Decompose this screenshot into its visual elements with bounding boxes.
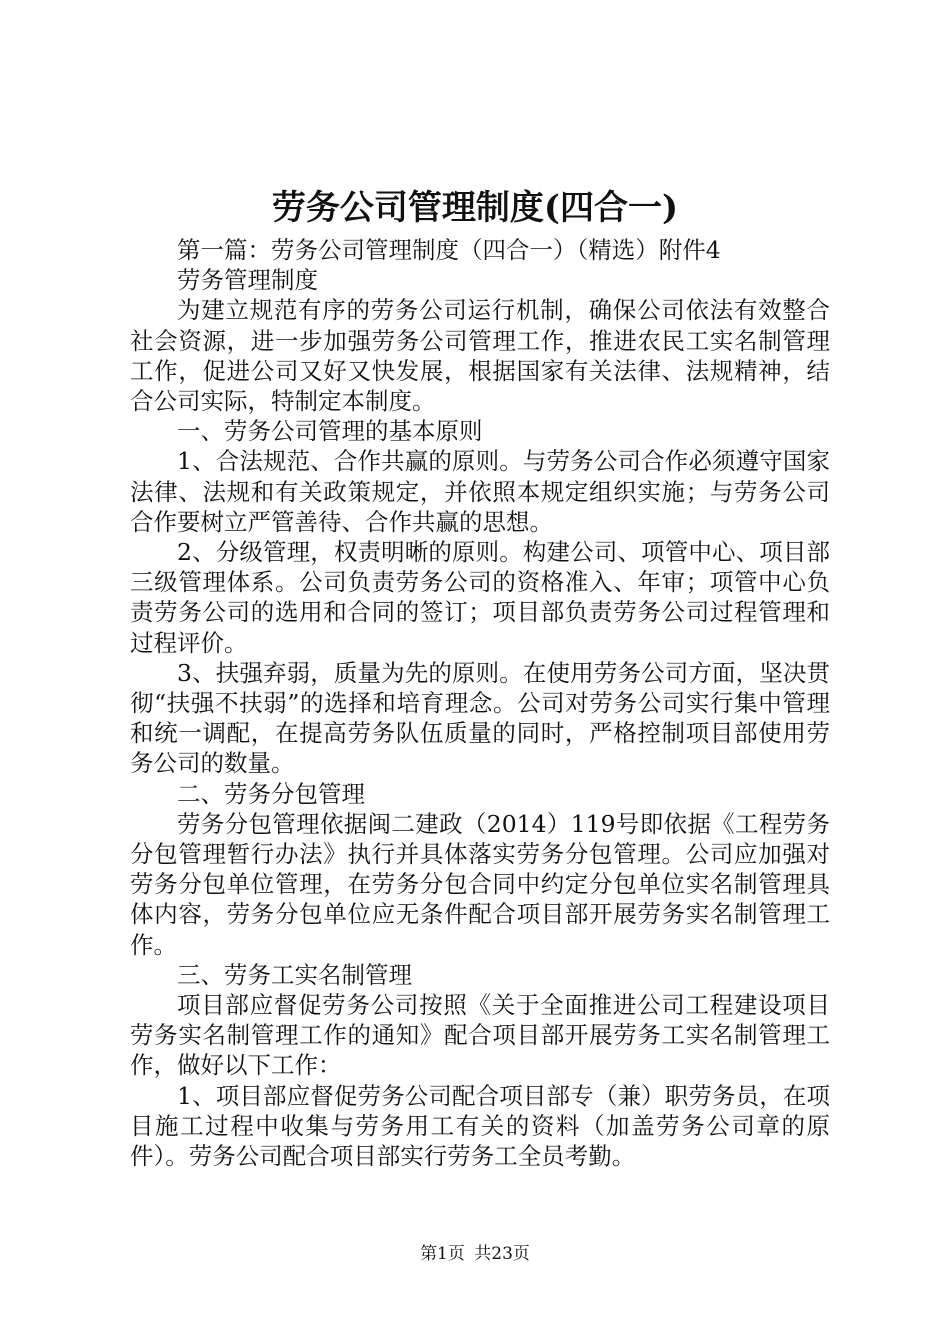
paragraph-heading-1: 一、劳务公司管理的基本原则 <box>177 417 483 446</box>
page-total: 共23页 <box>474 1244 530 1264</box>
paragraph-heading-3: 三、劳务工实名制管理 <box>177 960 412 989</box>
paragraph-realname: 项目部应督促劳务公司按照《关于全面推进公司工程建设项目劳务实名制管理工作的通知》配合项目部开展劳务工实名制管理工作，做好以下工作： <box>130 991 830 1080</box>
paragraph-realname-item-1: 1、项目部应督促劳务公司配合项目部专（兼）职劳务员，在项目施工过程中收集与劳务用工有关的资料（加盖劳务公司章的原件）。劳务公司配合项目部实行劳务工全员考勤。 <box>130 1081 830 1171</box>
paragraph-principle-3: 3、扶强弃弱，质量为先的原则。在使用劳务公司方面，坚决贯彻“扶强不扶弱”的选择和培育理念。公司对劳务公司实行集中管理和统一调配，在提高劳务队伍质量的同时，严格控制项目部使用劳务公司的数量。 <box>130 658 830 778</box>
paragraph-subtitle: 劳务管理制度 <box>177 266 318 295</box>
document-title: 劳务公司管理制度(四合一) <box>271 188 679 228</box>
page-number: 第1页 <box>420 1244 465 1264</box>
paragraph-principle-2: 2、分级管理，权责明晰的原则。构建公司、项管中心、项目部三级管理体系。公司负责劳务公司的资格准入、年审；项管中心负责劳务公司的选用和合同的签订；项目部负责劳务公司过程管理和过程评价。 <box>130 538 830 657</box>
paragraph-section-heading: 第一篇：劳务公司管理制度（四合一）（精选）附件4 <box>177 236 721 264</box>
paragraph-subcontract: 劳务分包管理依据闽二建政（2014）119号即依据《工程劳务分包管理暂行办法》执行并具体落实劳务分包管理。公司应加强对劳务分包单位管理，在劳务分包合同中约定分包单位实名制管理具体内容，劳务分包单位应无条件配合项目部开展劳务实名制管理工作。 <box>130 809 830 959</box>
paragraph-intro: 为建立规范有序的劳务公司运行机制，确保公司依法有效整合社会资源，进一步加强劳务公司管理工作，推进农民工实名制管理工作，促进公司又好又快发展，根据国家有关法律、法规精神，结合公司实际，特制定本制度。 <box>130 296 830 416</box>
paragraph-heading-2: 二、劳务分包管理 <box>177 779 365 808</box>
paragraph-principle-1: 1、合法规范、合作共赢的原则。与劳务公司合作必须遵守国家法律、法规和有关政策规定，并依照本规定组织实施；与劳务公司合作要树立严管善待、合作共赢的思想。 <box>130 447 830 536</box>
document-body <box>130 235 830 1171</box>
page-footer <box>0 1242 950 1266</box>
